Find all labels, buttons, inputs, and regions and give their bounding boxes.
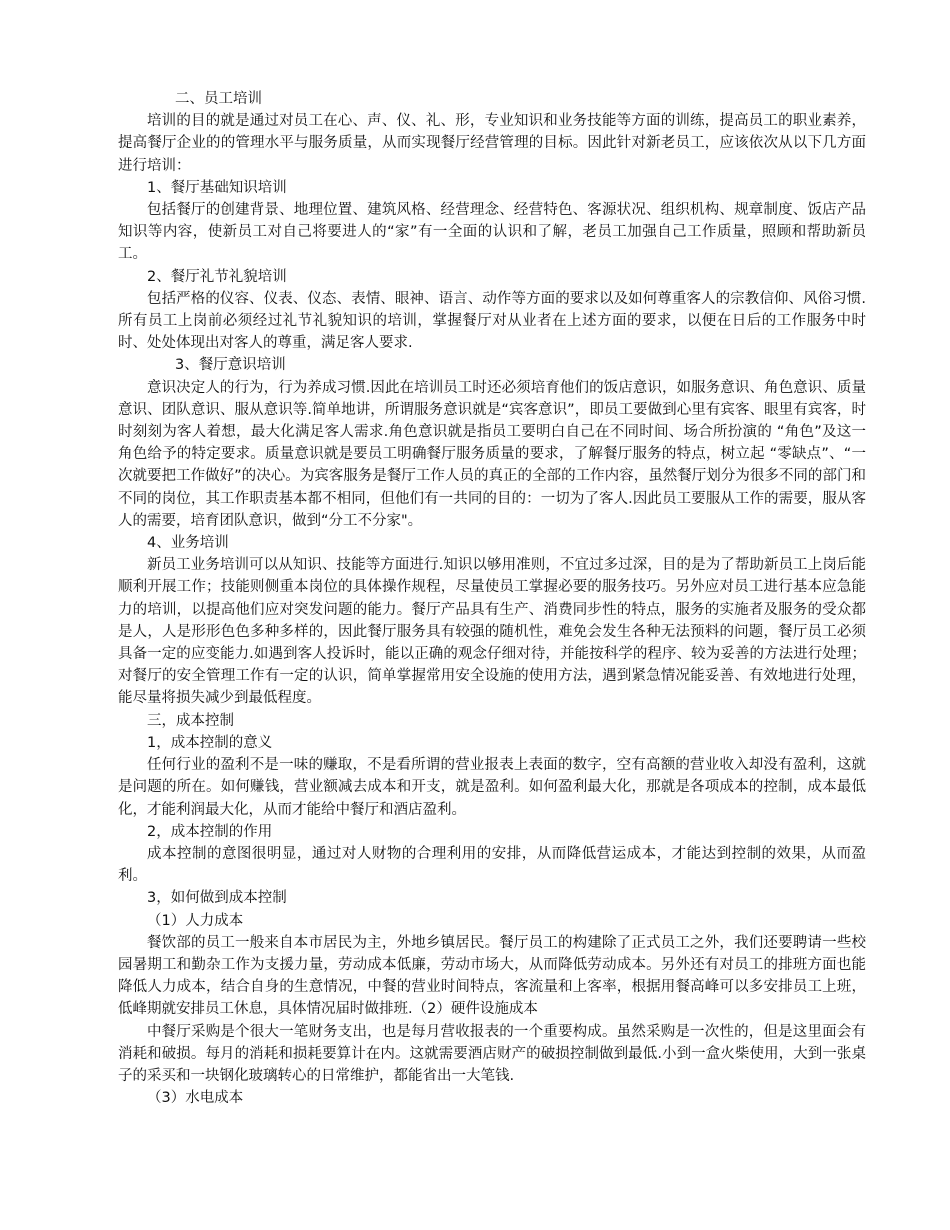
subheading-cost-role: 2，成本控制的作用 — [147, 823, 273, 840]
subheading-business-training: 4、业务培训 — [147, 535, 229, 552]
section-heading-staff-training: 二、员工培训 — [175, 91, 262, 107]
paragraph-business-training: 新员工业务培训可以从知识、技能等方面进行.知识以够用准则，不宜过多过深，目的是为了帮助新员工上岗后能顺利开展工作；技能则侧重本岗位的具体操作规程，尽量使员工掌握必要的服务技巧。另外应对员工进行基本应急能力的培训，以提高他们应对突发问题的能力。餐厅产品具有生产、消费同步性的特点，服务的实施者及服务的受众都是人，人是形形色色多种多样的，因此餐厅服务具有较强的随机性，难免会发生各种无法预料的问题，餐厅员工必须具备一定的应变能力.如遇到客人投诉时，能以正确的观念仔细对待，并能按科学的程序、较为妥善的方法进行处理；对餐厅的安全管理工作有一定的认识，简单掌握常用安全设施的使用方法，遇到紧急情况能妥善、有效地进行处理，能尽量将损失减少到最低程度。 — [118, 557, 866, 707]
subheading-basic-knowledge: 1、餐厅基础知识培训 — [147, 179, 287, 196]
subheading-how-to-control: 3，如何做到成本控制 — [147, 890, 287, 907]
subheading-etiquette: 2、餐厅礼节礼貌培训 — [147, 268, 287, 285]
paragraph-awareness: 意识决定人的行为，行为养成习惯.因此在培训员工时还必须培育他们的饭店意识，如服务意识、角色意识、质量意识、团队意识、服从意识等.简单地讲，所谓服务意识就是“宾客意识”，即员工要做到心里有宾客、眼里有宾客，时时刻刻为客人着想，最大化满足客人需求.角色意识就是指员工要明白自己在不同时间、场合所扮演的 “角色”及这一角色给予的特定要求。质量意识就是要员工明确餐厅服务质量的要求，了解餐厅服务的特点，树立起 “零缺点”、“一次就要把工作做好”的决心。为宾客服务是餐厅工作人员的真正的全部的工作内容，虽然餐厅划分为很多不同的部门和不同的岗位，其工作职责基本都不相同，但他们有一共同的目的：一切为了客人.因此员工要服从工作的需要，服从客人的需要，培育团队意识，做到“分工不分家"。 — [118, 379, 866, 529]
paragraph-hardware-cost: 中餐厅采购是个很大一笔财务支出，也是每月营收报表的一个重要构成。虽然采购是一次性的，但是这里面会有消耗和破损。每月的消耗和损耗要算计在内。这就需要酒店财产的破损控制做到最低.小到一盒火柴使用，大到一张桌子的采买和一块钢化玻璃转心的日常维护，都能省出一大笔钱. — [118, 1023, 866, 1084]
paragraph-basic-knowledge: 包括餐厅的创建背景、地理位置、建筑风格、经营理念、经营特色、客源状况、组织机构、规章制度、饭店产品知识等内容，使新员工对自己将要进人的“家”有一全面的认识和了解，老员工加强自己工作质量，照顾和帮助新员工。 — [118, 202, 866, 263]
subheading-awareness: 3、餐厅意识培训 — [175, 357, 286, 374]
section-heading-cost-control: 三，成本控制 — [147, 712, 234, 729]
paragraph-etiquette: 包括严格的仪容、仪表、仪态、表情、眼神、语言、动作等方面的要求以及如何尊重客人的宗教信仰、风俗习惯.所有员工上岗前必须经过礼节礼貌知识的培训，掌握餐厅对从业者在上述方面的要求，以便在日后的工作服务中时时、处处体现出对客人的尊重，满足客人要求. — [118, 290, 866, 352]
subheading-cost-meaning: 1，成本控制的意义 — [147, 734, 273, 751]
paragraph-labor-cost: 餐饮部的员工一般来自本市居民为主，外地乡镇居民。餐厅员工的构建除了正式员工之外，我们还要聘请一些校园暑期工和勤杂工作为支援力量，劳动成本低廉，劳动市场大，从而降低劳动成本。另外还有对员工的排班方面也能降低人力成本，结合自身的生意情况，中餐的营业时间特点，客流量和上客率，根据用餐高峰可以多安排员工上班，低峰期就安排员工休息，具体情况届时做排班.（2）硬件设施成本 — [118, 934, 866, 1018]
document-body — [118, 88, 866, 1109]
subheading-labor-cost: （1）人力成本 — [147, 912, 244, 929]
paragraph-cost-role: 成本控制的意图很明显，通过对人财物的合理利用的安排，从而降低营运成本，才能达到控制的效果，从而盈利。 — [118, 845, 866, 885]
paragraph-cost-meaning: 任何行业的盈利不是一味的赚取，不是看所谓的营业报表上表面的数字，空有高额的营业收入却没有盈利，这就是问题的所在。如何赚钱，营业额减去成本和开支，就是盈利。如何盈利最大化，那就是各项成本的控制，成本最低化，才能利润最大化，从而才能给中餐厅和酒店盈利。 — [118, 757, 866, 818]
subheading-utility-cost: （3）水电成本 — [147, 1090, 244, 1107]
paragraph-training-purpose: 培训的目的就是通过对员工在心、声、仪、礼、形，专业知识和业务技能等方面的训练，提高员工的职业素养，提高餐厅企业的的管理水平与服务质量，从而实现餐厅经营管理的目标。因此针对新老员工，应该依次从以下几方面进行培训： — [118, 113, 866, 174]
